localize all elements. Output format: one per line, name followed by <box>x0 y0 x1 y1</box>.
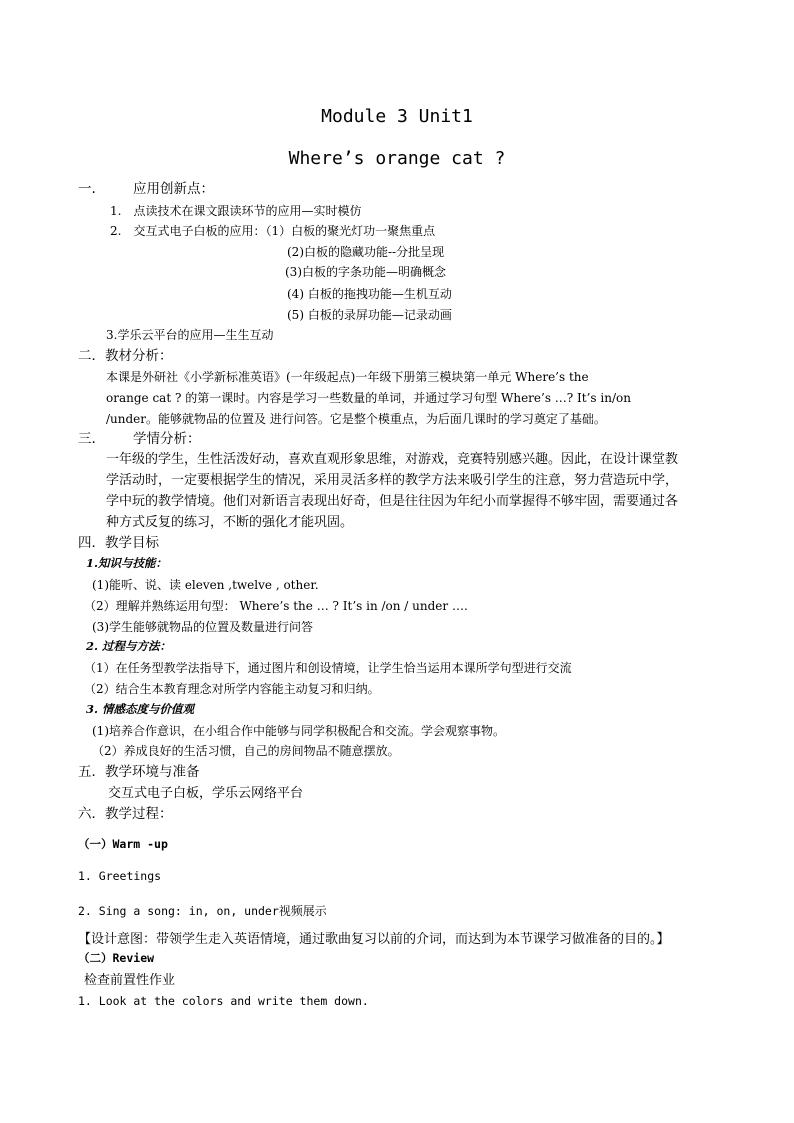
section4-sub2: 2. 过程与方法： <box>86 639 172 653</box>
section2-line-1: 本课是外研社《小学新标准英语》(一年级起点)一年级下册第三模块第一单元 Where’s the <box>106 370 589 384</box>
sing-item-cn: 视频展示 <box>278 904 327 918</box>
section6-heading: 六．教学过程： <box>78 806 173 822</box>
section2-line-2: orange cat ? 的第一课时。内容是学习一些数量的单词，并通过学习句型 Where’s …? It’s in/on <box>106 391 631 405</box>
section1-item-3: 3.学乐云平台的应用—生生互动 <box>106 328 274 342</box>
section4-sub1: 1.知识与技能： <box>86 556 168 570</box>
section4-heading: 四．教学目标 <box>78 535 159 551</box>
section2-heading: 二．教材分析： <box>78 348 173 364</box>
section4-sub3-item-2: （2）养成良好的生活习惯，自己的房间物品不随意摆放。 <box>92 744 400 758</box>
section3-line-3: 学中玩的教学情境。他们对新语言表现出好奇，但是往往因为年纪小而掌握得不够牢固，需要通过各 <box>106 494 679 509</box>
section2-line-3: /under。能够就物品的位置及 进行问答。它是整个模重点，为后面几课时的学习奠定了基础。 <box>106 412 606 426</box>
section3-number: 三. <box>78 431 96 447</box>
section1-subitem-2: (2)白板的隐藏功能--分批呈现 <box>287 245 445 259</box>
section4-sub1-item-3: (3)学生能够就物品的位置及数量进行问答 <box>92 620 313 634</box>
title-lesson: Where’s orange cat ? <box>288 148 506 169</box>
look-colors-item: 1. Look at the colors and write them down. <box>78 994 369 1008</box>
section1-item-1: 1. 点读技术在课文跟读环节的应用—实时模仿 <box>110 204 362 218</box>
check-homework: 检查前置性作业 <box>84 973 176 988</box>
section1-heading: 应用创新点： <box>133 181 214 197</box>
section3-line-1: 一年级的学生，生性活泼好动，喜欢直观形象思维，对游戏，竞赛特别感兴趣。因此，在设计课堂教 <box>106 452 679 467</box>
sing-item-en: 2. Sing a song: in, on, under <box>78 904 279 918</box>
sing-item <box>78 902 327 918</box>
section1-subitem-5: (5) 白板的录屏功能—记录动画 <box>287 308 452 322</box>
section4-sub1-item-1: (1)能听、说、读 eleven ,twelve , other. <box>92 578 319 592</box>
section5-line: 交互式电子白板，学乐云网络平台 <box>108 786 304 801</box>
warmup-heading: （一）Warm -up <box>78 837 168 851</box>
section1-number: 一. <box>78 181 96 197</box>
section1-subitem-4: (4) 白板的拖拽功能—生机互动 <box>287 287 452 301</box>
section3-line-2: 学活动时，一定要根据学生的情况，采用灵活多样的教学方法来吸引学生的注意，努力营造玩中学， <box>106 473 679 488</box>
review-heading: （二）Review <box>78 951 155 965</box>
section1-subitem-3: (3)白板的字条功能—明确概念 <box>285 265 446 279</box>
title-module: Module 3 Unit1 <box>321 106 473 127</box>
section4-sub2-item-1: （1）在任务型教学法指导下，通过图片和创设情境，让学生恰当运用本课所学句型进行交流 <box>84 661 572 675</box>
section3-heading: 学情分析： <box>133 431 201 447</box>
section5-heading: 五．教学环境与准备 <box>78 764 200 780</box>
design-intent-note: 【设计意图：带领学生走入英语情境，通过歌曲复习以前的介词，而达到为本节课学习做准备的目的。】 <box>78 932 670 947</box>
section3-line-4: 种方式反复的练习，不断的强化才能巩固。 <box>106 515 354 530</box>
section1-item-2: 2. 交互式电子白板的应用：（1）白板的聚光灯功一聚焦重点 <box>110 224 436 238</box>
section4-sub2-item-2: （2）结合生本教育理念对所学内容能主动复习和归纳。 <box>84 682 380 696</box>
section4-sub3: 3. 情感态度与价值观 <box>86 702 195 716</box>
section4-sub1-item-2: （2）理解并熟练运用句型： Where’s the … ? It’s in /on / under …. <box>84 599 468 613</box>
section4-sub3-item-1: (1)培养合作意识，在小组合作中能够与同学积极配合和交流。学会观察事物。 <box>92 724 506 738</box>
greetings-item: 1. Greetings <box>78 869 162 883</box>
